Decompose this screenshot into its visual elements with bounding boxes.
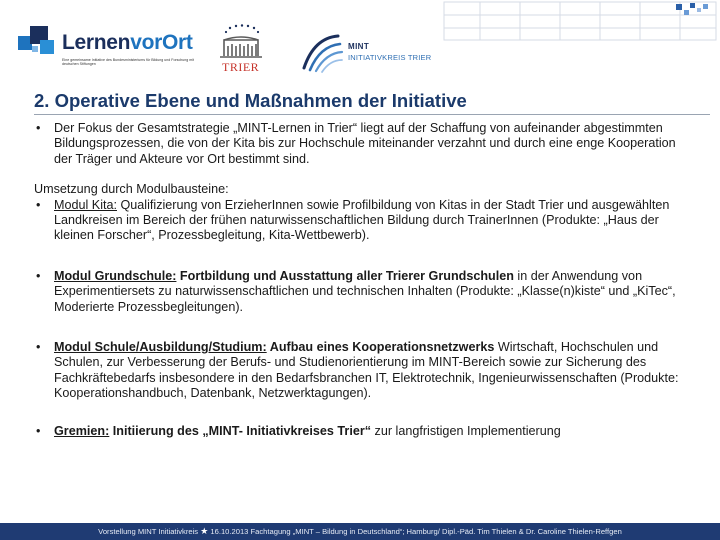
module-description: in der Anwendung von Experimentiersets zu naturwissenschaftlichen und technischen Inhalten (Produkte: „Klasse(n)kiste“ und „KiTec“, Moderierte Prozessbegleitungen).	[54, 268, 676, 314]
bullet-marker: •	[36, 197, 41, 212]
module-lead: Fortbildung und Ausstattung aller Trierer Grundschulen	[176, 268, 514, 283]
footer-right-text: 16.10.2013 Fachtagung „MINT – Bildung in Deutschland“; Hamburg/ Dipl.-Päd. Tim Thielen & Dr. Caroline Thielen-Reffgen	[210, 527, 622, 536]
header-grid-decoration	[440, 0, 720, 44]
bullet-marker: •	[36, 268, 41, 283]
trier-logo	[210, 22, 272, 78]
module-description: zur langfristigen Implementierung	[371, 423, 561, 438]
module-item-kita	[34, 198, 694, 244]
slide-footer	[0, 523, 720, 540]
intro-text: Der Fokus der Gesamtstrategie „MINT-Lernen in Trier“ liegt auf der Schaffung von aufeinander abgestimmten Bildungsprozessen, die von der Kita bis zur Hochschule miteinander verzahnt und durch eine enge Kooperation der Träger und Akteure vor Ort bestimmt sind.	[54, 121, 676, 166]
slide-body	[34, 121, 694, 439]
lernenvorort-tagline: Eine gemeinsame Initiative des Bundesministeriums für Bildung und Forschung mit deutschen Stiftungen	[62, 58, 195, 67]
lernenvorort-wordmark: LernenvorOrt	[62, 31, 193, 54]
module-description: Qualifizierung von ErzieherInnen sowie Profilbildung von Kitas in der Stadt Trier und ausgewählten Landkreisen im Bereich der frühen naturwissenschaftlichen Bildung durch TrainerInnen (Produkte: „Haus der kleinen Forscher“, Prozessbegleitung, Kita-Wettbewerb).	[54, 197, 670, 243]
slide-title: 2. Operative Ebene und Maßnahmen der Initiative	[34, 90, 467, 111]
module-name: Modul Kita:	[54, 197, 117, 212]
bullet-marker: •	[36, 340, 41, 355]
module-name: Gremien:	[54, 423, 110, 438]
module-lead: Aufbau eines Kooperationsnetzwerks	[266, 340, 495, 355]
star-icon: ★	[200, 526, 209, 536]
trier-label: TRIER	[222, 60, 260, 74]
mint-logo	[296, 30, 446, 74]
lernenvorort-logo	[18, 26, 198, 74]
bullet-marker: •	[36, 121, 41, 135]
title-divider	[34, 114, 710, 115]
module-name: Modul Schule/Ausbildung/Studium:	[54, 340, 267, 355]
bullet-marker: •	[36, 423, 41, 438]
module-description: Wirtschaft, Hochschulen und Schulen, zur Verbesserung der Berufs- und Studienorientierung im MINT-Bereich sowie zur Sicherung des Fachkräftebedarfs insbesondere in den Bedarfsbranchen IT, Elektrotechnik, Ingenieurwissenschaften (Produkte: Kooperationshandbuch, Datenbank, Netzwerktagungen).	[54, 340, 679, 401]
module-name: Modul Grundschule:	[54, 268, 177, 283]
module-item-grundschule	[34, 269, 694, 315]
footer-left-text: Vorstellung MINT Initiativkreis	[98, 527, 199, 536]
lernenvorort-mark-icon	[18, 26, 58, 60]
mint-sublabel: INITIATIVKREIS TRIER	[348, 53, 432, 62]
intro-bullet-item	[34, 121, 694, 167]
module-lead: Initiierung des „MINT- Initiativkreises Trier“	[109, 423, 372, 438]
mint-swirl-icon	[296, 30, 346, 74]
section-heading: Umsetzung durch Modulbausteine:	[34, 182, 229, 197]
module-item-schule-ausbildung-studium	[34, 340, 694, 402]
mint-label: MINT	[348, 42, 370, 51]
module-item-gremien	[34, 424, 694, 439]
